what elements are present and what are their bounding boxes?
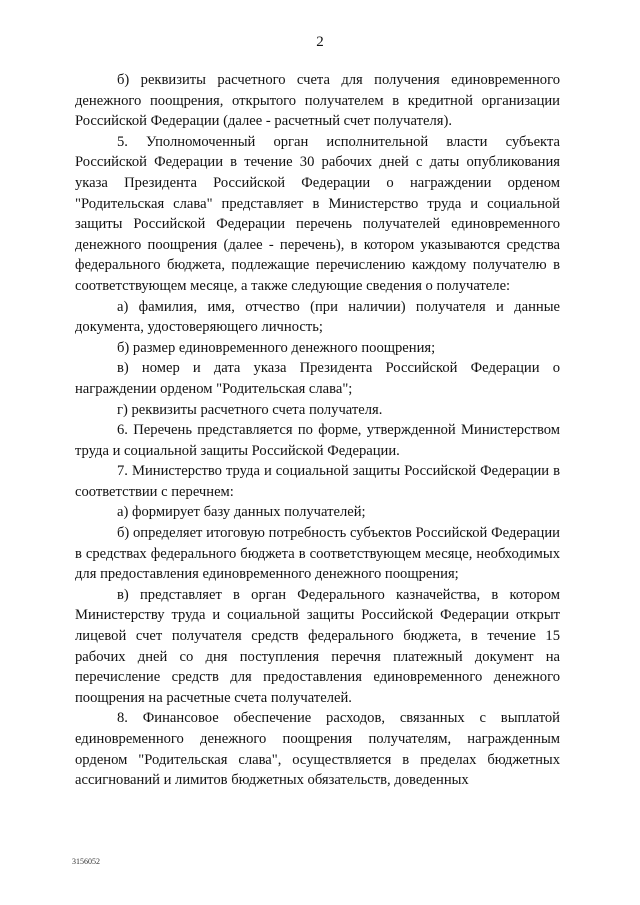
paragraph: б) реквизиты расчетного счета для получения единовременного денежного поощрения, открытого получателем в кредитной организации Российской Федерации (далее - расчетный счет получателя).: [75, 72, 560, 130]
paragraph: 7. Министерство труда и социальной защиты Российской Федерации в соответствии с перечнем:: [75, 463, 560, 500]
paragraph: б) определяет итоговую потребность субъектов Российской Федерации в средствах федерального бюджета в соответствующем месяце, необходимых для предоставления единовременного денежного поощрения;: [75, 525, 560, 583]
paragraph: 8. Финансовое обеспечение расходов, связанных с выплатой единовременного денежного поощрения получателям, награжденным орденом "Родительская слава", осуществляется в пределах бюджетных ассигнований и лимитов бюджетных обязательств, доведенных: [75, 710, 560, 789]
paragraph: 5. Уполномоченный орган исполнительной власти субъекта Российской Федерации в течение 30 рабочих дней с даты опубликования указа Президента Российской Федерации о награждении орденом "Родительская слава" представляет в Министерство труда и социальной защиты Российской Федерации перечень получателей единовременного денежного поощрения (далее - перечень), в котором указываются средства федерального бюджета, подлежащие перечислению каждому получателю в соответствующем месяце, а также следующие сведения о получателе:: [75, 133, 560, 294]
paragraph: 6. Перечень представляется по форме, утвержденной Министерством труда и социальной защиты Российской Федерации.: [75, 422, 560, 459]
paragraph: в) представляет в орган Федерального казначейства, в котором Министерству труда и социальной защиты Российской Федерации открыт лицевой счет получателя средств федерального бюджета, в течение 15 рабочих дней со дня поступления перечня платежный документ на перечисление средств для предоставления единовременного денежного поощрения на расчетные счета получателей.: [75, 586, 560, 706]
document-body: [75, 70, 560, 791]
paragraph: а) формирует базу данных получателей;: [117, 504, 366, 521]
document-code: 3156052: [72, 857, 100, 866]
paragraph: г) реквизиты расчетного счета получателя.: [117, 401, 383, 418]
page-number: 2: [316, 34, 324, 50]
paragraph: в) номер и дата указа Президента Российской Федерации о награждении орденом "Родительская слава";: [75, 360, 560, 397]
paragraph: б) размер единовременного денежного поощрения;: [117, 339, 436, 356]
paragraph: а) фамилия, имя, отчество (при наличии) получателя и данные документа, удостоверяющего личность;: [75, 298, 560, 336]
